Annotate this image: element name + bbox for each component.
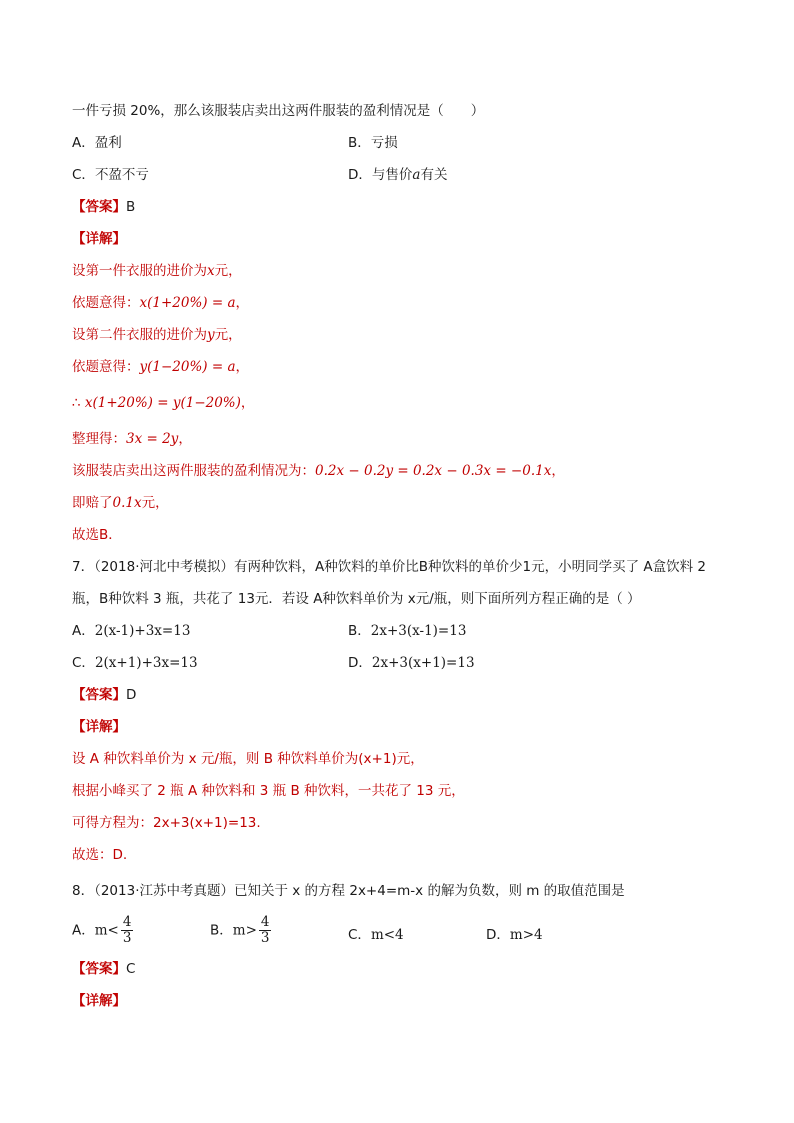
- q8-option-c: C．m<4: [348, 927, 404, 943]
- q7-option-c: C．2(x+1)+3x=13: [72, 655, 198, 671]
- q6-step-2: 依题意得：x(1+20%) = a，: [72, 295, 249, 311]
- q7-step-3: 可得方程为：2x+3(x+1)=13.: [72, 815, 261, 831]
- q6-option-d: D．与售价a有关: [348, 167, 448, 183]
- q6-step-9: 故选B．: [72, 527, 122, 543]
- q7-stem-line-2: 瓶，B种饮料 3 瓶，共花了 13元．若设 A种饮料单价为 x元/瓶，则下面所列方程正确的是（ ）: [72, 591, 641, 607]
- q7-step-2: 根据小峰买了 2 瓶 A 种饮料和 3 瓶 B 种饮料，一共花了 13 元，: [72, 783, 465, 799]
- q6-stem-tail: 一件亏损 20%，那么该服装店卖出这两件服装的盈利情况是（ ）: [72, 103, 485, 119]
- q8-stem: 8．（2013·江苏中考真题）已知关于 x 的方程 2x+4=m-x 的解为负数，则 m 的取值范围是: [72, 883, 625, 899]
- q6-step-3: 设第二件衣服的进价为y元，: [72, 327, 242, 343]
- q6-option-b: B．亏损: [348, 135, 398, 151]
- q6-step-6: 整理得：3x = 2y，: [72, 431, 192, 447]
- q8-option-b: B．m> $\frac{4}{3}$: [210, 914, 270, 946]
- q6-step-4: 依题意得：y(1−20%) = a，: [72, 359, 250, 375]
- q7-stem-line-1: 7．（2018·河北中考模拟）有两种饮料，A种饮料的单价比B种饮料的单价少1元，小明同学买了 A盒饮料 2: [72, 559, 706, 575]
- q6-step-5: ∴ x(1+20%) = y(1−20%)，: [72, 395, 255, 411]
- q6-answer: 【答案】B: [72, 199, 136, 215]
- q8-option-a: A．m< $\frac{4}{3}$: [72, 914, 132, 946]
- q7-option-b: B．2x+3(x-1)=13: [348, 623, 467, 639]
- fraction-four-thirds: $\frac{4}{3}$: [260, 914, 270, 946]
- q7-option-a: A．2(x-1)+3x=13: [72, 623, 191, 639]
- q6-option-c: C．不盈不亏: [72, 167, 149, 183]
- q7-answer: 【答案】D: [72, 687, 137, 703]
- q8-detail-label: 【详解】: [72, 993, 126, 1009]
- fraction-four-thirds: $\frac{4}{3}$: [122, 914, 132, 946]
- q8-answer: 【答案】C: [72, 961, 136, 977]
- q8-option-d: D．m>4: [486, 927, 543, 943]
- q7-step-1: 设 A 种饮料单价为 x 元/瓶，则 B 种饮料单价为(x+1)元，: [72, 751, 424, 767]
- q6-step-8: 即赔了0.1x元，: [72, 495, 169, 511]
- q7-step-4: 故选：D.: [72, 847, 128, 863]
- q6-step-1: 设第一件衣服的进价为x元，: [72, 263, 242, 279]
- q6-option-a: A．盈利: [72, 135, 122, 151]
- q7-detail-label: 【详解】: [72, 719, 126, 735]
- q7-option-d: D．2x+3(x+1)=13: [348, 655, 475, 671]
- q6-step-7: 该服装店卖出这两件服装的盈利情况为：0.2x − 0.2y = 0.2x − 0.3x = −0.1x，: [72, 463, 565, 479]
- q6-detail-label: 【详解】: [72, 231, 126, 247]
